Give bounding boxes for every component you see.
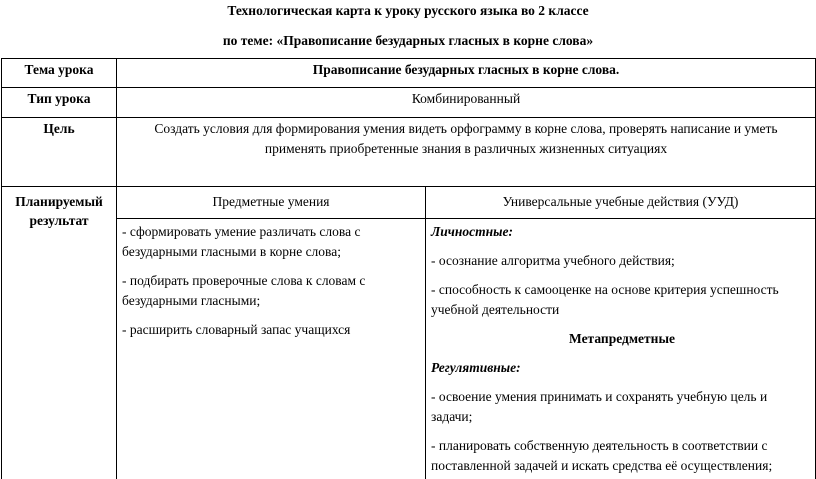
lesson-plan-table <box>1 58 816 479</box>
row-divider <box>1 117 816 118</box>
list-item: поставленной задачей и искать средства её осуществления; <box>431 458 773 473</box>
table-border-top <box>1 58 816 59</box>
list-item: безударными гласными в корне слова; <box>122 244 341 259</box>
uud-list <box>431 222 813 476</box>
goal-line1: Создать условия для формирования умения видеть орфограмму в корне слова, проверять написание и уметь <box>154 121 778 136</box>
list-item: - сформировать умение различать слова с <box>122 224 361 239</box>
subheader-divider <box>116 218 816 219</box>
row-label-result <box>2 192 116 230</box>
list-item: - освоение умения принимать и сохранять учебную цель и <box>431 389 768 404</box>
column-divider <box>425 186 426 479</box>
list-item: безударными гласными; <box>122 293 261 308</box>
list-item: учебной деятельности <box>431 302 560 317</box>
personal-heading: Личностные: <box>431 224 513 239</box>
row-label-goal: Цель <box>43 121 75 136</box>
list-item: - расширить словарный запас учащихся <box>122 322 351 337</box>
subject-skills-list <box>122 222 422 340</box>
list-item: - осознание алгоритма учебного действия; <box>431 253 675 268</box>
row-label-type: Тип урока <box>27 91 91 106</box>
result-label-line2: результат <box>29 213 89 228</box>
lesson-type: Комбинированный <box>411 91 521 106</box>
regulatory-heading: Регулятивные: <box>431 360 521 375</box>
row-label-topic: Тема урока <box>24 62 94 77</box>
list-item: задачи; <box>431 409 473 424</box>
lesson-goal <box>117 119 815 159</box>
lesson-topic: Правописание безударных гласных в корне слова. <box>312 62 620 77</box>
row-divider <box>1 186 816 187</box>
document-title-line1: Технологическая карта к уроку русского языка во 2 классе <box>227 3 589 18</box>
column-header-uud: Универсальные учебные действия (УУД) <box>502 194 739 209</box>
column-header-subject-skills: Предметные умения <box>212 194 330 209</box>
goal-line2: применять приобретенные знания в различных жизненных ситуациях <box>264 141 668 156</box>
list-item: - способность к самооценке на основе критерия успешность <box>431 282 779 297</box>
list-item: - планировать собственную деятельность в соответствии с <box>431 438 768 453</box>
list-item: - подбирать проверочные слова к словам с <box>122 273 366 288</box>
row-divider <box>1 87 816 88</box>
document-title-line2: по теме: «Правописание безударных гласных в корне слова» <box>222 33 594 48</box>
meta-heading: Метапредметные <box>569 331 675 346</box>
result-label-line1: Планируемый <box>15 194 103 209</box>
